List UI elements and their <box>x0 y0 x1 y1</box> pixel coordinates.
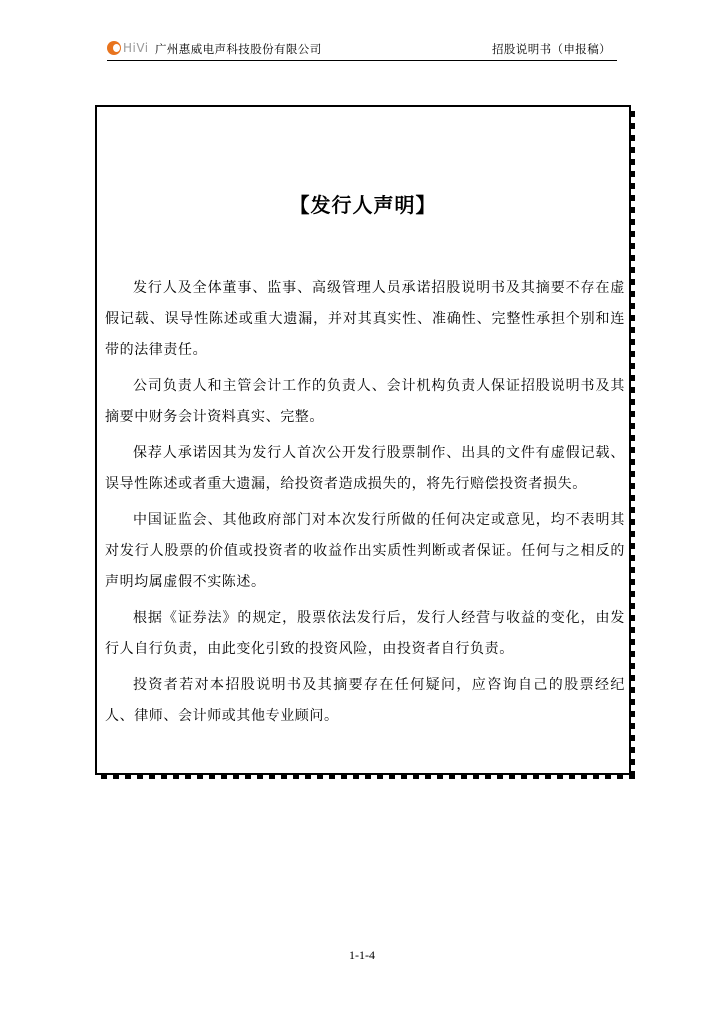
statement-paragraph: 公司负责人和主管会计工作的负责人、会计机构负责人保证招股说明书及其摘要中财务会计资料真实、完整。 <box>105 378 625 425</box>
statement-content <box>105 273 625 737</box>
logo-icon <box>107 41 121 55</box>
logo-text: HiVi <box>123 41 149 55</box>
statement-title: 【发行人声明】 <box>289 193 437 217</box>
statement-paragraph: 中国证监会、其他政府部门对本次发行所做的任何决定或意见，均不表明其对发行人股票的价值或投资者的收益作出实质性判断或者保证。任何与之相反的声明均属虚假不实陈述。 <box>105 512 625 590</box>
statement-paragraph: 发行人及全体董事、监事、高级管理人员承诺招股说明书及其摘要不存在虚假记载、误导性陈述或重大遗漏，并对其真实性、准确性、完整性承担个别和连带的法律责任。 <box>105 280 625 358</box>
page-number: 1-1-4 <box>349 948 375 962</box>
hivi-logo <box>107 40 149 56</box>
statement-paragraph: 保荐人承诺因其为发行人首次公开发行股票制作、出具的文件有虚假记载、误导性陈述或者重大遗漏，给投资者造成损失的，将先行赔偿投资者损失。 <box>105 445 625 492</box>
company-name: 广州惠威电声科技股份有限公司 <box>155 42 322 56</box>
document-title: 招股说明书（申报稿） <box>492 42 611 56</box>
statement-paragraph: 投资者若对本招股说明书及其摘要存在任何疑问，应咨询自己的股票经纪人、律师、会计师或其他专业顾问。 <box>105 677 625 724</box>
page-header <box>107 38 617 61</box>
statement-box <box>95 105 631 775</box>
statement-paragraph: 根据《证券法》的规定，股票依法发行后，发行人经营与收益的变化，由发行人自行负责，由此变化引致的投资风险，由投资者自行负责。 <box>105 610 625 657</box>
